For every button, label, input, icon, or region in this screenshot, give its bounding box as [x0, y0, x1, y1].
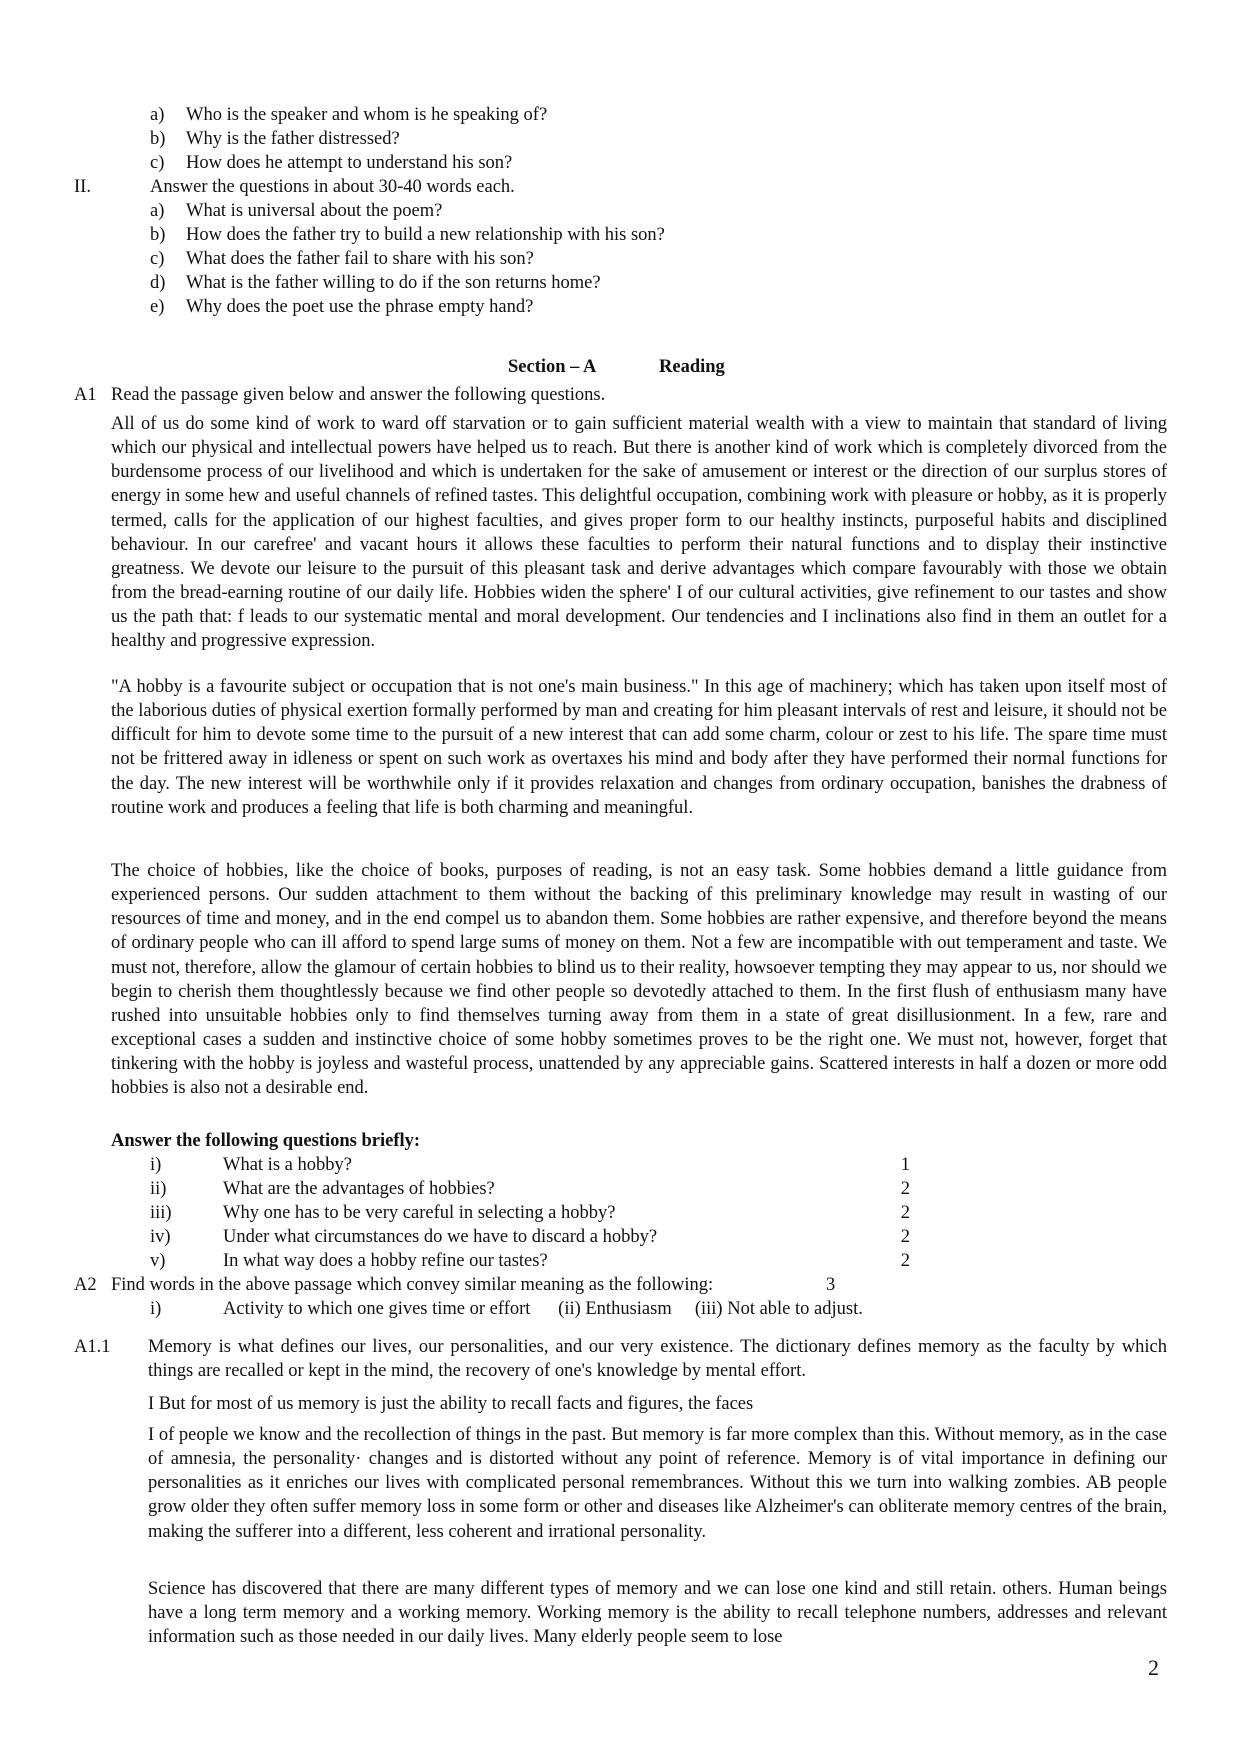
question-text: What is the father willing to do if the son returns home?: [186, 273, 601, 293]
question-marks: 3: [826, 1275, 836, 1295]
section-instruction: Answer the questions in about 30-40 words each.: [150, 177, 515, 197]
passage-paragraph: I But for most of us memory is just the ability to recall facts and figures, the faces: [148, 1394, 754, 1414]
question-label: v): [150, 1251, 166, 1271]
section-numeral: II.: [74, 177, 91, 197]
question-item: [150, 1177, 910, 1201]
question-item: [150, 1225, 910, 1249]
question-label: i): [150, 1299, 162, 1319]
question-label: ii): [150, 1179, 167, 1199]
passage-paragraph: The choice of hobbies, like the choice of books, purposes of reading, is not an easy task. Some hobbies demand a little guidance from experienced persons. Our sudden attachment to them without the backing of this preliminary knowledge may result in wasting of our resources of time and money, and in the end compel us to abandon them. Some hobbies are rather expensive, and therefore beyond the means of ordinary people who can ill afford to spend large sums of money on them. Not a few are incompatible with out temperament and taste. We must not, therefore, allow the glamour of certain hobbies to blind us to their reality, howsoever tempting they may appear to us, nor should we begin to cherish them thoughtlessly because we find other people so devotedly attached to them. In the first flush of enthusiasm many have rushed into unsuitable hobbies only to find themselves turning away from them in a state of great disillusionment. In a few, rare and exceptional cases a sudden and instinctive choice of some hobby sometimes proves to be the right one. We must not, however, forget that tinkering with the hobby is joyless and wasteful process, unattended by any appreciable gains. Scattered interests in half a dozen or more odd hobbies is also not a desirable end.: [111, 861, 1167, 1099]
question-marks: 2: [900, 1251, 910, 1271]
a2-instruction: Find words in the above passage which convey similar meaning as the following:: [111, 1275, 714, 1295]
question-text: Under what circumstances do we have to discard a hobby?: [223, 1227, 658, 1247]
question-text: Who is the speaker and whom is he speaking of?: [186, 105, 548, 125]
question-text: What are the advantages of hobbies?: [223, 1179, 495, 1199]
question-label: i): [150, 1155, 162, 1175]
passage-paragraph: Memory is what defines our lives, our personalities, and our very existence. The dictionary defines memory as the faculty by which things are recalled or kept in the mind, the recovery of one's knowledge by mental effort.: [148, 1337, 1167, 1382]
question-item: [150, 1249, 910, 1273]
question-text: What is universal about the poem?: [186, 201, 443, 221]
question-text: How does the father try to build a new relationship with his son?: [186, 225, 665, 245]
passage-paragraph: All of us do some kind of work to ward off starvation or to gain sufficient material wealth with a view to maintain that standard of living which our physical and intellectual powers have helped us to reach. But there is another kind of work which is completely divorced from the burdensome process of our livelihood and which is undertaken for the sake of amusement or interest or the direction of our surplus stores of energy in some hew and useful channels of refined tastes. This delightful occupation, combining work with pleasure or hobby, as it is properly termed, calls for the application of our highest faculties, and gives proper form to our healthy instincts, purposeful habits and disciplined behaviour. In our carefree' and vacant hours it allows these faculties to perform their natural functions and to display their instinctive greatness. We devote our leisure to the pursuit of this pleasant task and derive advantages which compare favourably with those we obtain from the bread-earning routine of our daily life. Hobbies widen the sphere' I of our cultural activities, give refinement to our tastes and show us the path that: f leads to our systematic mental and moral development. Our tendencies and I inclinations also find in them an outlet for a healthy and progressive expression.: [111, 414, 1167, 652]
passage-paragraph: Science has discovered that there are many different types of memory and we can lose one kind and still retain. others. Human beings have a long term memory and a working memory. Working memory is the ability to recall telephone numbers, addresses and relevant information such as those needed in our daily lives. Many elderly people seem to lose: [148, 1579, 1167, 1648]
question-text: In what way does a hobby refine our tastes?: [223, 1251, 548, 1271]
question-label: iv): [150, 1227, 171, 1247]
question-marks: 2: [900, 1179, 910, 1199]
question-label: iii): [150, 1203, 172, 1223]
section-name: Reading: [659, 357, 725, 377]
question-label: b): [150, 225, 166, 245]
question-marks: 2: [900, 1227, 910, 1247]
question-label: c): [150, 249, 165, 269]
question-text: Why does the poet use the phrase empty hand?: [186, 297, 534, 317]
section-heading: Section – A: [508, 357, 597, 377]
passage-paragraph: I of people we know and the recollection of things in the past. But memory is far more complex than this. Without memory, as in the case of amnesia, the personality· changes and is distorted without any point of reference. Memory is of vital importance in defining our personalities as it enriches our lives with complicated personal remembrances. Without this we turn into walking zombies. AB people grow older they often suffer memory loss in some form or other and diseases like Alzheimer's can obliterate memory centres of the brain, making the sufferer into a different, less coherent and irrational personality.: [148, 1425, 1167, 1542]
question-number: A1: [74, 385, 97, 405]
question-number: A2: [74, 1275, 97, 1295]
question-label: d): [150, 273, 166, 293]
question-number: A1.1: [74, 1337, 111, 1357]
passage-paragraph: "A hobby is a favourite subject or occupation that is not one's main business." In this age of machinery; which has taken upon itself most of the laborious duties of physical exertion formally performed by man and creating for him pleasant intervals of rest and leisure, it should not be difficult for him to devote some time to the pursuit of a new interest that can add some charm, colour or zest to his life. The spare time must not be frittered away in idleness or spent on such work as overtaxes his mind and body after they have performed their normal functions for the day. The new interest will be worthwhile only if it provides relaxation and changes from ordinary occupation, banishes the drabness of routine work and produces a feeling that life is both charming and meaningful.: [111, 677, 1167, 818]
a1-instruction: Read the passage given below and answer the following questions.: [111, 385, 606, 405]
question-label: b): [150, 129, 166, 149]
question-marks: 1: [900, 1155, 910, 1175]
question-text: What does the father fail to share with his son?: [186, 249, 534, 269]
question-item: [150, 1153, 910, 1177]
question-text: How does he attempt to understand his son?: [186, 153, 513, 173]
page-number: 2: [1148, 1655, 1159, 1680]
question-marks: 2: [900, 1203, 910, 1223]
question-text: Why is the father distressed?: [186, 129, 400, 149]
question-label: c): [150, 153, 165, 173]
question-text: Why one has to be very careful in selecting a hobby?: [223, 1203, 616, 1223]
question-item: [150, 1201, 910, 1225]
question-label: e): [150, 297, 165, 317]
question-text: What is a hobby?: [223, 1155, 352, 1175]
question-label: a): [150, 201, 165, 221]
question-label: a): [150, 105, 165, 125]
a2-items: Activity to which one gives time or effort (ii) Enthusiasm (iii) Not able to adjust.: [223, 1299, 863, 1319]
answer-heading: Answer the following questions briefly:: [111, 1131, 421, 1151]
